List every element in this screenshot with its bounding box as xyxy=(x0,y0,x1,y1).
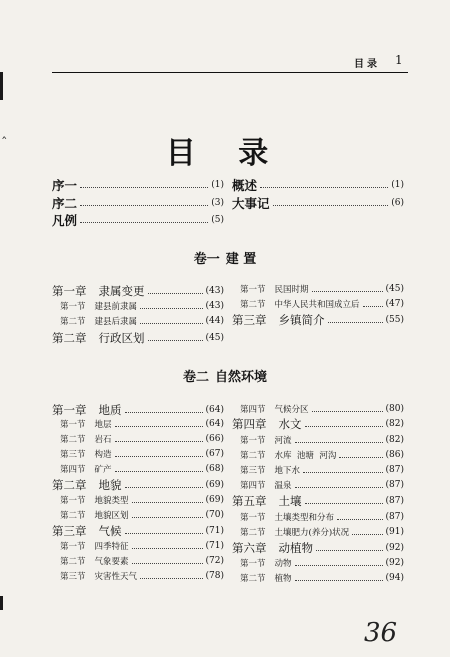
leader-dots xyxy=(295,442,383,443)
toc-section xyxy=(240,295,404,312)
section-name: 温泉 xyxy=(274,480,292,491)
toc-entry-label: 概述 xyxy=(232,177,258,193)
page-title: 目 录 xyxy=(165,136,285,171)
toc-chapter xyxy=(232,415,404,432)
chapter-number: 第三章 xyxy=(232,312,267,327)
toc-entry-label: 凡例 xyxy=(52,212,78,228)
toc-entry-page: (66) xyxy=(205,433,224,444)
toc-entry-page: (47) xyxy=(385,298,404,309)
leader-dots xyxy=(115,456,203,457)
section-number: 第二节 xyxy=(60,556,86,567)
leader-dots xyxy=(125,487,203,488)
toc-entry-page: (80) xyxy=(385,403,404,414)
toc-entry-label: 序一 xyxy=(52,177,78,193)
toc-entry-page: (94) xyxy=(385,572,404,583)
section-number: 第一节 xyxy=(240,512,266,523)
section-name: 岩石 xyxy=(94,434,112,445)
toc-entry-page: (69) xyxy=(205,479,224,490)
section-number: 第二节 xyxy=(240,573,266,584)
leader-dots xyxy=(80,187,208,188)
leader-dots xyxy=(337,519,382,520)
leader-dots xyxy=(339,457,382,458)
leader-dots xyxy=(132,548,203,549)
toc-entry-page: (3) xyxy=(211,197,224,208)
leader-dots xyxy=(140,323,202,324)
leader-dots xyxy=(148,340,203,341)
section-name: 地层 xyxy=(94,419,112,430)
toc-entry-page: (92) xyxy=(385,542,404,553)
leader-dots xyxy=(295,487,383,488)
toc-entry-page: (78) xyxy=(205,570,224,581)
toc-entry-page: (5) xyxy=(211,214,224,225)
handwritten-page-note: 36 xyxy=(364,618,398,648)
section-name: 矿产 xyxy=(94,464,112,475)
toc-entry-page: (1) xyxy=(391,179,404,190)
section-number: 第一节 xyxy=(60,495,86,506)
chapter-name: 土壤 xyxy=(278,493,302,508)
header-rule xyxy=(52,72,408,73)
toc-entry-page: (55) xyxy=(385,314,404,325)
section-name: 中华人民共和国成立后 xyxy=(274,299,360,310)
section-name: 建县前隶属 xyxy=(94,301,138,312)
volume-2-name: 自然环境 xyxy=(215,370,268,385)
section-name: 灾害性天气 xyxy=(94,571,138,582)
chapter-name: 动植物 xyxy=(278,540,313,555)
header-label: 目录 xyxy=(354,59,380,70)
leader-dots xyxy=(305,426,383,427)
toc-chapter xyxy=(52,329,224,346)
toc-entry-page: (87) xyxy=(385,495,404,506)
edge-scan-artifact: ˆ xyxy=(1,136,8,151)
toc-entry-page: (64) xyxy=(205,418,224,429)
volume-1-number: 卷一 xyxy=(193,252,220,267)
section-number: 第二节 xyxy=(60,434,86,445)
toc-entry-page: (69) xyxy=(205,494,224,505)
section-name: 水库 池塘 河沟 xyxy=(274,450,337,461)
section-name: 土壤类型和分布 xyxy=(274,512,335,523)
chapter-name: 地貌 xyxy=(98,477,122,492)
volume-2-title xyxy=(0,366,450,385)
toc-chapter xyxy=(232,492,404,509)
toc-entry xyxy=(232,176,404,193)
section-name: 植物 xyxy=(274,573,292,584)
toc-entry-page: (82) xyxy=(385,418,404,429)
toc-entry-page: (87) xyxy=(385,511,404,522)
chapter-name: 地质 xyxy=(98,402,122,417)
leader-dots xyxy=(115,471,203,472)
leader-dots xyxy=(312,411,383,412)
leader-dots xyxy=(305,503,383,504)
leader-dots xyxy=(312,291,383,292)
toc-entry-page: (1) xyxy=(211,179,224,190)
section-number: 第四节 xyxy=(240,480,266,491)
toc-entry-page: (67) xyxy=(205,448,224,459)
chapter-name: 水文 xyxy=(278,416,302,431)
toc-entry xyxy=(52,194,224,211)
toc-section xyxy=(240,476,404,493)
toc-section xyxy=(240,569,404,586)
section-number: 第三节 xyxy=(60,571,86,582)
section-number: 第二节 xyxy=(240,450,266,461)
toc-entry-label: 序二 xyxy=(52,195,78,211)
chapter-number: 第五章 xyxy=(232,493,267,508)
toc-entry-page: (82) xyxy=(385,434,404,445)
toc-entry-page: (70) xyxy=(205,509,224,520)
toc-entry-page: (68) xyxy=(205,463,224,474)
section-name: 建县后隶属 xyxy=(94,316,138,327)
toc-entry-page: (72) xyxy=(205,555,224,566)
toc-entry-page: (92) xyxy=(385,557,404,568)
toc-entry-page: (64) xyxy=(205,404,224,415)
toc-entry-page: (6) xyxy=(391,197,404,208)
leader-dots xyxy=(132,517,203,518)
toc-entry-page: (71) xyxy=(205,525,224,536)
section-name: 气候分区 xyxy=(274,404,309,415)
toc-entry-page: (87) xyxy=(385,479,404,490)
toc-entry-page: (87) xyxy=(385,464,404,475)
leader-dots xyxy=(125,533,203,534)
section-name: 四季特征 xyxy=(94,541,129,552)
header-page-number: 1 xyxy=(395,53,403,67)
leader-dots xyxy=(303,472,382,473)
binding-edge-mark xyxy=(0,72,3,100)
chapter-number: 第二章 xyxy=(52,330,87,345)
chapter-number: 第二章 xyxy=(52,477,87,492)
section-number: 第一节 xyxy=(240,558,266,569)
toc-entry-page: (43) xyxy=(205,300,224,311)
chapter-number: 第四章 xyxy=(232,416,267,431)
chapter-name: 隶属变更 xyxy=(98,283,145,298)
toc-entry-page: (45) xyxy=(205,332,224,343)
leader-dots xyxy=(132,502,203,503)
toc-entry-page: (43) xyxy=(205,285,224,296)
section-number: 第二节 xyxy=(240,527,266,538)
section-number: 第四节 xyxy=(60,464,86,475)
leader-dots xyxy=(80,205,208,206)
leader-dots xyxy=(132,563,203,564)
leader-dots xyxy=(273,205,389,206)
volume-2-number: 卷二 xyxy=(182,370,209,385)
section-number: 第一节 xyxy=(240,284,266,295)
section-name: 土壤肥力(养分)状况 xyxy=(274,527,350,538)
section-number: 第四节 xyxy=(240,404,266,415)
section-number: 第一节 xyxy=(240,435,266,446)
section-number: 第一节 xyxy=(60,301,86,312)
section-number: 第二节 xyxy=(60,510,86,521)
leader-dots xyxy=(115,426,203,427)
leader-dots xyxy=(295,580,383,581)
section-number: 第二节 xyxy=(60,316,86,327)
section-name: 河流 xyxy=(274,435,292,446)
section-name: 地下水 xyxy=(274,465,301,476)
leader-dots xyxy=(363,306,383,307)
chapter-number: 第六章 xyxy=(232,540,267,555)
toc-entry xyxy=(52,176,224,193)
section-number: 第三节 xyxy=(240,465,266,476)
toc-section xyxy=(60,312,224,329)
leader-dots xyxy=(80,222,208,223)
chapter-name: 气候 xyxy=(98,523,122,538)
toc-section xyxy=(60,460,224,477)
toc-entry-page: (45) xyxy=(385,283,404,294)
toc-section xyxy=(240,523,404,540)
leader-dots xyxy=(328,322,383,323)
section-number: 第一节 xyxy=(60,541,86,552)
binding-edge-mark xyxy=(0,596,3,610)
leader-dots xyxy=(316,550,383,551)
leader-dots xyxy=(140,308,202,309)
leader-dots xyxy=(260,187,388,188)
toc-entry-page: (71) xyxy=(205,540,224,551)
toc-entry-label: 大事记 xyxy=(232,195,270,211)
toc-section xyxy=(60,506,224,523)
section-name: 地貌区划 xyxy=(94,510,129,521)
chapter-number: 第一章 xyxy=(52,402,87,417)
toc-chapter xyxy=(232,311,404,328)
leader-dots xyxy=(125,412,203,413)
section-number: 第二节 xyxy=(240,299,266,310)
section-name: 动物 xyxy=(274,558,292,569)
toc-entry-page: (86) xyxy=(385,449,404,460)
leader-dots xyxy=(295,565,383,566)
leader-dots xyxy=(148,293,203,294)
toc-entry-page: (44) xyxy=(205,315,224,326)
toc-entry xyxy=(52,211,224,228)
volume-1-name: 建 置 xyxy=(225,252,257,267)
chapter-name: 行政区划 xyxy=(98,330,145,345)
toc-section xyxy=(60,567,224,584)
chapter-name: 乡镇简介 xyxy=(278,312,325,327)
section-name: 地貌类型 xyxy=(94,495,129,506)
section-name: 民国时期 xyxy=(274,284,309,295)
leader-dots xyxy=(140,578,202,579)
section-number: 第三节 xyxy=(60,449,86,460)
toc-entry-page: (91) xyxy=(385,526,404,537)
toc-entry xyxy=(232,194,404,211)
section-number: 第一节 xyxy=(60,419,86,430)
chapter-number: 第三章 xyxy=(52,523,87,538)
leader-dots xyxy=(115,441,203,442)
volume-1-title xyxy=(0,248,450,267)
leader-dots xyxy=(352,534,382,535)
chapter-number: 第一章 xyxy=(52,283,87,298)
section-name: 气象要素 xyxy=(94,556,129,567)
section-name: 构造 xyxy=(94,449,112,460)
